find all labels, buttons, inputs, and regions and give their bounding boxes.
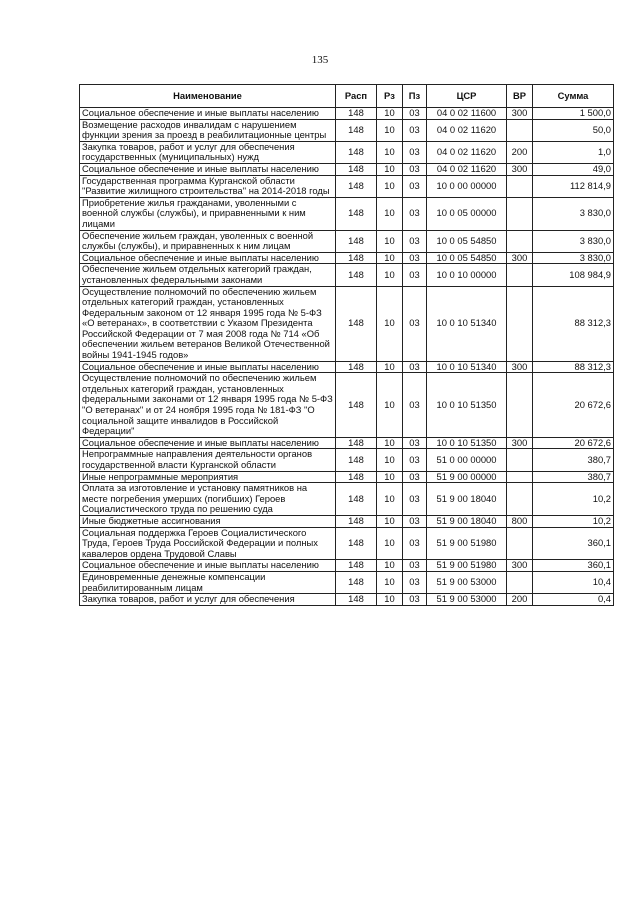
table-row xyxy=(80,571,614,593)
header-csr: ЦСР xyxy=(427,85,507,108)
cell-name: Иные непрограммные мероприятия xyxy=(80,471,336,483)
cell-rasp: 148 xyxy=(336,571,377,593)
cell-name: Непрограммные направления деятельности органов государственной власти Курганской области xyxy=(80,449,336,471)
cell-sum: 380,7 xyxy=(533,471,614,483)
table-row xyxy=(80,264,614,286)
cell-vr xyxy=(507,373,533,438)
cell-name: Социальное обеспечение и иные выплаты населению xyxy=(80,560,336,572)
table-row xyxy=(80,141,614,163)
cell-rz: 10 xyxy=(377,175,403,197)
cell-pz: 03 xyxy=(403,197,427,230)
cell-pz: 03 xyxy=(403,571,427,593)
cell-sum: 3 830,0 xyxy=(533,252,614,264)
cell-rz: 10 xyxy=(377,119,403,141)
cell-csr: 10 0 05 00000 xyxy=(427,197,507,230)
cell-sum: 10,4 xyxy=(533,571,614,593)
cell-sum: 20 672,6 xyxy=(533,373,614,438)
cell-vr xyxy=(507,286,533,361)
cell-pz: 03 xyxy=(403,471,427,483)
table-row xyxy=(80,483,614,516)
cell-name: Закупка товаров, работ и услуг для обеспечения государственных (муниципальных) нужд xyxy=(80,141,336,163)
cell-rasp: 148 xyxy=(336,594,377,606)
cell-pz: 03 xyxy=(403,175,427,197)
cell-pz: 03 xyxy=(403,437,427,449)
cell-name: Социальное обеспечение и иные выплаты населению xyxy=(80,437,336,449)
cell-pz: 03 xyxy=(403,119,427,141)
cell-rz: 10 xyxy=(377,527,403,560)
cell-vr: 300 xyxy=(507,252,533,264)
cell-csr: 51 9 00 53000 xyxy=(427,594,507,606)
table-row xyxy=(80,527,614,560)
cell-pz: 03 xyxy=(403,230,427,252)
table-row xyxy=(80,252,614,264)
cell-vr xyxy=(507,527,533,560)
cell-rz: 10 xyxy=(377,252,403,264)
cell-pz: 03 xyxy=(403,286,427,361)
cell-rz: 10 xyxy=(377,361,403,373)
cell-rasp: 148 xyxy=(336,437,377,449)
cell-pz: 03 xyxy=(403,163,427,175)
cell-vr: 300 xyxy=(507,437,533,449)
table-row xyxy=(80,361,614,373)
cell-rz: 10 xyxy=(377,571,403,593)
cell-pz: 03 xyxy=(403,141,427,163)
cell-rasp: 148 xyxy=(336,175,377,197)
cell-vr: 300 xyxy=(507,361,533,373)
budget-table xyxy=(79,84,614,606)
cell-rz: 10 xyxy=(377,108,403,120)
cell-name: Обеспечение жильем граждан, уволенных с военной службы (службы), и приравненных к ним лицам xyxy=(80,230,336,252)
cell-rasp: 148 xyxy=(336,515,377,527)
cell-vr: 300 xyxy=(507,108,533,120)
cell-rasp: 148 xyxy=(336,373,377,438)
cell-name: Оплата за изготовление и установку памятников на месте погребения умерших (погибших) Героев Социалистического труда по решению суда xyxy=(80,483,336,516)
cell-rz: 10 xyxy=(377,483,403,516)
cell-sum: 10,2 xyxy=(533,515,614,527)
cell-sum: 1 500,0 xyxy=(533,108,614,120)
cell-rz: 10 xyxy=(377,197,403,230)
cell-rasp: 148 xyxy=(336,560,377,572)
cell-csr: 51 9 00 00000 xyxy=(427,471,507,483)
cell-name: Государственная программа Курганской области "Развитие жилищного строительства" на 2014-2018 годы xyxy=(80,175,336,197)
cell-name: Иные бюджетные ассигнования xyxy=(80,515,336,527)
cell-rasp: 148 xyxy=(336,264,377,286)
table-row xyxy=(80,163,614,175)
cell-csr: 51 9 00 18040 xyxy=(427,483,507,516)
cell-rasp: 148 xyxy=(336,163,377,175)
cell-csr: 04 0 02 11600 xyxy=(427,108,507,120)
cell-name: Социальное обеспечение и иные выплаты населению xyxy=(80,163,336,175)
cell-pz: 03 xyxy=(403,361,427,373)
cell-rasp: 148 xyxy=(336,483,377,516)
cell-rz: 10 xyxy=(377,286,403,361)
cell-pz: 03 xyxy=(403,560,427,572)
cell-sum: 88 312,3 xyxy=(533,286,614,361)
cell-sum: 1,0 xyxy=(533,141,614,163)
cell-rz: 10 xyxy=(377,230,403,252)
cell-sum: 3 830,0 xyxy=(533,230,614,252)
table-row xyxy=(80,560,614,572)
cell-name: Обеспечение жильем отдельных категорий граждан, установленных федеральными законами xyxy=(80,264,336,286)
cell-rz: 10 xyxy=(377,515,403,527)
table-row xyxy=(80,197,614,230)
table-row xyxy=(80,515,614,527)
cell-rz: 10 xyxy=(377,594,403,606)
cell-vr: 200 xyxy=(507,141,533,163)
table-row xyxy=(80,119,614,141)
cell-csr: 10 0 10 51350 xyxy=(427,437,507,449)
cell-rasp: 148 xyxy=(336,252,377,264)
cell-vr: 800 xyxy=(507,515,533,527)
cell-pz: 03 xyxy=(403,594,427,606)
cell-sum: 50,0 xyxy=(533,119,614,141)
cell-rz: 10 xyxy=(377,373,403,438)
cell-sum: 380,7 xyxy=(533,449,614,471)
cell-sum: 360,1 xyxy=(533,560,614,572)
table-row xyxy=(80,437,614,449)
header-pz: Пз xyxy=(403,85,427,108)
cell-csr: 10 0 10 00000 xyxy=(427,264,507,286)
cell-sum: 0,4 xyxy=(533,594,614,606)
cell-name: Приобретение жилья гражданами, уволенными с военной службы (службы), и приравненными к ним лицами xyxy=(80,197,336,230)
cell-csr: 10 0 10 51350 xyxy=(427,373,507,438)
cell-rz: 10 xyxy=(377,449,403,471)
cell-pz: 03 xyxy=(403,483,427,516)
cell-rz: 10 xyxy=(377,163,403,175)
cell-pz: 03 xyxy=(403,264,427,286)
cell-vr xyxy=(507,175,533,197)
cell-sum: 49,0 xyxy=(533,163,614,175)
cell-rz: 10 xyxy=(377,264,403,286)
cell-rasp: 148 xyxy=(336,471,377,483)
cell-rz: 10 xyxy=(377,437,403,449)
table-header-row xyxy=(80,85,614,108)
cell-pz: 03 xyxy=(403,527,427,560)
cell-vr: 200 xyxy=(507,594,533,606)
cell-sum: 20 672,6 xyxy=(533,437,614,449)
cell-csr: 10 0 10 51340 xyxy=(427,286,507,361)
cell-sum: 108 984,9 xyxy=(533,264,614,286)
cell-pz: 03 xyxy=(403,449,427,471)
cell-pz: 03 xyxy=(403,108,427,120)
table-row xyxy=(80,373,614,438)
cell-pz: 03 xyxy=(403,252,427,264)
header-name: Наименование xyxy=(80,85,336,108)
cell-csr: 51 9 00 51980 xyxy=(427,560,507,572)
cell-name: Социальная поддержка Героев Социалистического Труда, Героев Труда Российской Федерации и полных кавалеров ордена Трудовой Славы xyxy=(80,527,336,560)
cell-rasp: 148 xyxy=(336,197,377,230)
cell-sum: 10,2 xyxy=(533,483,614,516)
page-number: 135 xyxy=(311,54,329,66)
cell-rasp: 148 xyxy=(336,119,377,141)
cell-csr: 10 0 05 54850 xyxy=(427,252,507,264)
cell-rasp: 148 xyxy=(336,108,377,120)
header-vr: ВР xyxy=(507,85,533,108)
cell-name: Осуществление полномочий по обеспечению жильем отдельных категорий граждан, установленных федеральными законами от 12 января 1995 года № 5-ФЗ "О ветеранах" и от 24 ноября 1995 года № 181-ФЗ "О социальной защите инвалидов в Российской Федерации" xyxy=(80,373,336,438)
cell-vr xyxy=(507,119,533,141)
table-row xyxy=(80,230,614,252)
cell-vr xyxy=(507,571,533,593)
cell-vr xyxy=(507,197,533,230)
cell-csr: 04 0 02 11620 xyxy=(427,141,507,163)
cell-vr xyxy=(507,264,533,286)
cell-rz: 10 xyxy=(377,471,403,483)
cell-vr: 300 xyxy=(507,560,533,572)
cell-name: Осуществление полномочий по обеспечению жильем отдельных категорий граждан, установленных Федеральным законом от 12 января 1995 года № 5-ФЗ «О ветеранах», в соответствии с Указом Президента Российской Федерации от 7 мая 2008 года № 714 «Об обеспечении жильем ветеранов Великой Отечественной войны 1941-1945 годов» xyxy=(80,286,336,361)
cell-vr xyxy=(507,483,533,516)
cell-pz: 03 xyxy=(403,515,427,527)
cell-name: Единовременные денежные компенсации реабилитированным лицам xyxy=(80,571,336,593)
table-row xyxy=(80,471,614,483)
table-row xyxy=(80,286,614,361)
cell-sum: 360,1 xyxy=(533,527,614,560)
cell-rasp: 148 xyxy=(336,361,377,373)
cell-name: Социальное обеспечение и иные выплаты населению xyxy=(80,108,336,120)
cell-vr: 300 xyxy=(507,163,533,175)
cell-vr xyxy=(507,449,533,471)
table-row xyxy=(80,449,614,471)
header-rasp: Расп xyxy=(336,85,377,108)
cell-name: Закупка товаров, работ и услуг для обеспечения xyxy=(80,594,336,606)
cell-name: Возмещение расходов инвалидам с нарушением функции зрения за проезд в реабилитационные центры xyxy=(80,119,336,141)
cell-name: Социальное обеспечение и иные выплаты населению xyxy=(80,252,336,264)
cell-pz: 03 xyxy=(403,373,427,438)
cell-rz: 10 xyxy=(377,141,403,163)
cell-rz: 10 xyxy=(377,560,403,572)
cell-csr: 10 0 05 54850 xyxy=(427,230,507,252)
cell-csr: 04 0 02 11620 xyxy=(427,163,507,175)
cell-sum: 112 814,9 xyxy=(533,175,614,197)
header-sum: Сумма xyxy=(533,85,614,108)
cell-rasp: 148 xyxy=(336,230,377,252)
cell-csr: 10 0 00 00000 xyxy=(427,175,507,197)
header-rz: Рз xyxy=(377,85,403,108)
cell-vr xyxy=(507,230,533,252)
cell-csr: 10 0 10 51340 xyxy=(427,361,507,373)
cell-csr: 51 0 00 00000 xyxy=(427,449,507,471)
table-row xyxy=(80,175,614,197)
cell-csr: 51 9 00 18040 xyxy=(427,515,507,527)
cell-csr: 04 0 02 11620 xyxy=(427,119,507,141)
cell-sum: 3 830,0 xyxy=(533,197,614,230)
cell-rasp: 148 xyxy=(336,449,377,471)
table-row xyxy=(80,108,614,120)
cell-rasp: 148 xyxy=(336,527,377,560)
cell-name: Социальное обеспечение и иные выплаты населению xyxy=(80,361,336,373)
cell-sum: 88 312,3 xyxy=(533,361,614,373)
cell-csr: 51 9 00 51980 xyxy=(427,527,507,560)
cell-csr: 51 9 00 53000 xyxy=(427,571,507,593)
cell-rasp: 148 xyxy=(336,286,377,361)
cell-vr xyxy=(507,471,533,483)
cell-rasp: 148 xyxy=(336,141,377,163)
table-row xyxy=(80,594,614,606)
